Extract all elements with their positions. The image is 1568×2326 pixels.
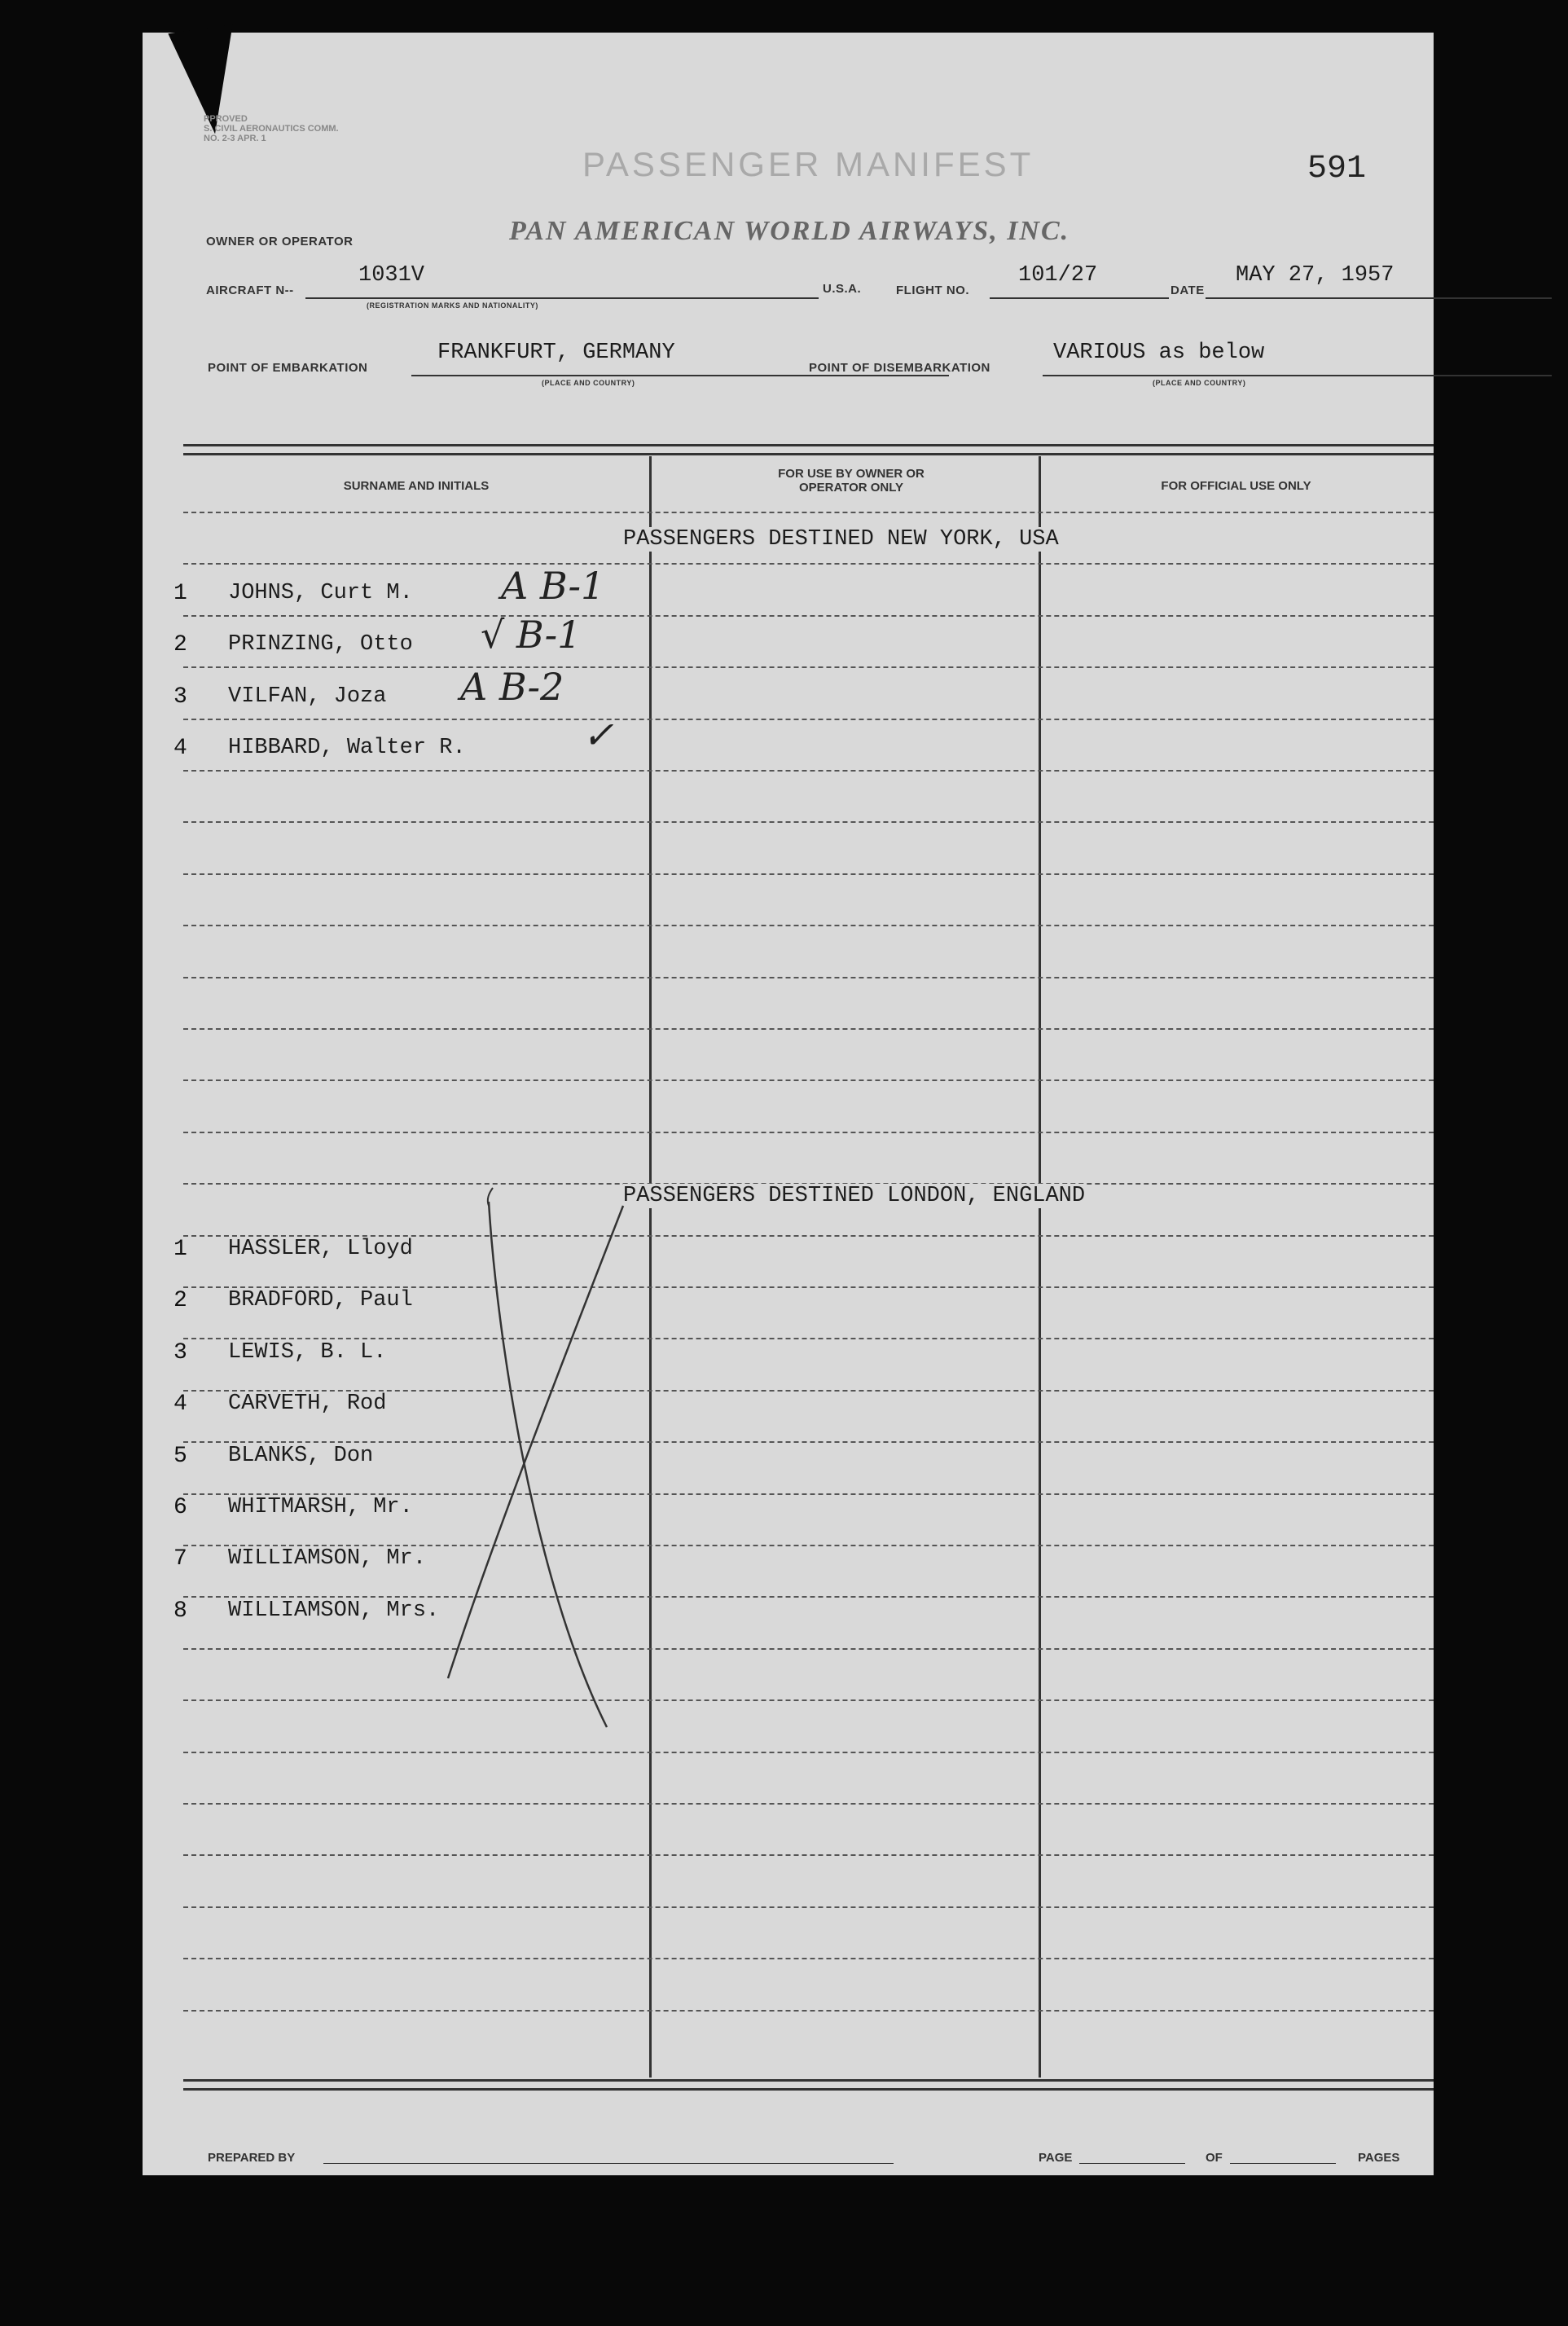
passenger-name: WILLIAMSON, Mrs.: [228, 1598, 440, 1623]
handwritten-mark: √ B-1: [481, 613, 582, 657]
passenger-number: 4: [173, 736, 187, 761]
manifest-sheet: [143, 33, 1434, 2175]
usa-label: U.S.A.: [823, 282, 862, 296]
passenger-name: HIBBARD, Walter R.: [228, 736, 466, 760]
passenger-name: BRADFORD, Paul: [228, 1288, 413, 1312]
passenger-number: 5: [173, 1444, 187, 1469]
handwritten-mark: A B-2: [460, 665, 564, 709]
passenger-name: VILFAN, Joza: [228, 684, 387, 709]
column-header-owner-use: FOR USE BY OWNER OR OPERATOR ONLY: [778, 467, 925, 495]
handwritten-cross-out: [143, 33, 1434, 2175]
handwritten-checkmark: ✓: [582, 713, 614, 757]
passenger-number: 2: [173, 1288, 187, 1313]
stamp-line: NO. 2-3 APR. 1: [204, 134, 266, 143]
pages-label: PAGES: [1358, 2151, 1400, 2165]
section-heading-london: PASSENGERS DESTINED LONDON, ENGLAND: [623, 1184, 1086, 1208]
flight-value: 101/27: [1018, 263, 1098, 288]
owner-label: OWNER OR OPERATOR: [206, 235, 354, 248]
passenger-name: JOHNS, Curt M.: [228, 581, 413, 605]
embark-value: FRANKFURT, GERMANY: [437, 341, 675, 365]
registration-note: (REGISTRATION MARKS AND NATIONALITY): [367, 301, 538, 310]
place-note: (PLACE AND COUNTRY): [542, 379, 635, 387]
page-label: PAGE: [1039, 2151, 1073, 2165]
column-header-official-use: FOR OFFICIAL USE ONLY: [1161, 479, 1311, 493]
place-note-2: (PLACE AND COUNTRY): [1153, 379, 1246, 387]
passenger-name: BLANKS, Don: [228, 1444, 374, 1468]
embark-label: POINT OF EMBARKATION: [208, 361, 368, 375]
passenger-number: 8: [173, 1598, 187, 1624]
passenger-name: PRINZING, Otto: [228, 632, 413, 657]
passenger-number: 6: [173, 1495, 187, 1520]
passenger-number: 2: [173, 632, 187, 657]
stamp-line: S. CIVIL AERONAUTICS COMM.: [204, 124, 339, 134]
passenger-name: WHITMARSH, Mr.: [228, 1495, 413, 1519]
page-number: 591: [1307, 151, 1367, 187]
date-value: MAY 27, 1957: [1236, 263, 1395, 288]
disembark-label: POINT OF DISEMBARKATION: [809, 361, 990, 375]
column-header-surname: SURNAME AND INITIALS: [343, 479, 490, 493]
passenger-number: 1: [173, 581, 187, 606]
airline-name: PAN AMERICAN WORLD AIRWAYS, INC.: [509, 216, 1070, 246]
passenger-name: HASSLER, Lloyd: [228, 1237, 413, 1261]
form-title: PASSENGER MANIFEST: [582, 145, 1034, 183]
handwritten-mark: A B-1: [501, 564, 605, 608]
passenger-number: 3: [173, 1340, 187, 1365]
prepared-by-label: PREPARED BY: [208, 2151, 296, 2165]
disembark-value: VARIOUS as below: [1053, 341, 1265, 365]
table-bottom-rule: [183, 2079, 1434, 2091]
passenger-number: 3: [173, 684, 187, 710]
passenger-number: 1: [173, 1237, 187, 1262]
passenger-name: CARVETH, Rod: [228, 1392, 387, 1416]
date-label: DATE: [1171, 284, 1205, 297]
of-label: OF: [1206, 2151, 1223, 2165]
aircraft-value: 1031V: [358, 263, 425, 288]
passenger-name: WILLIAMSON, Mr.: [228, 1546, 427, 1571]
passenger-number: 4: [173, 1392, 187, 1417]
flight-label: FLIGHT NO.: [896, 284, 969, 297]
passenger-number: 7: [173, 1546, 187, 1572]
section-heading-new-york: PASSENGERS DESTINED NEW YORK, USA: [623, 527, 1059, 552]
stamp-line: PPROVED: [204, 114, 248, 124]
passenger-name: LEWIS, B. L.: [228, 1340, 387, 1365]
aircraft-label: AIRCRAFT N--: [206, 284, 294, 297]
